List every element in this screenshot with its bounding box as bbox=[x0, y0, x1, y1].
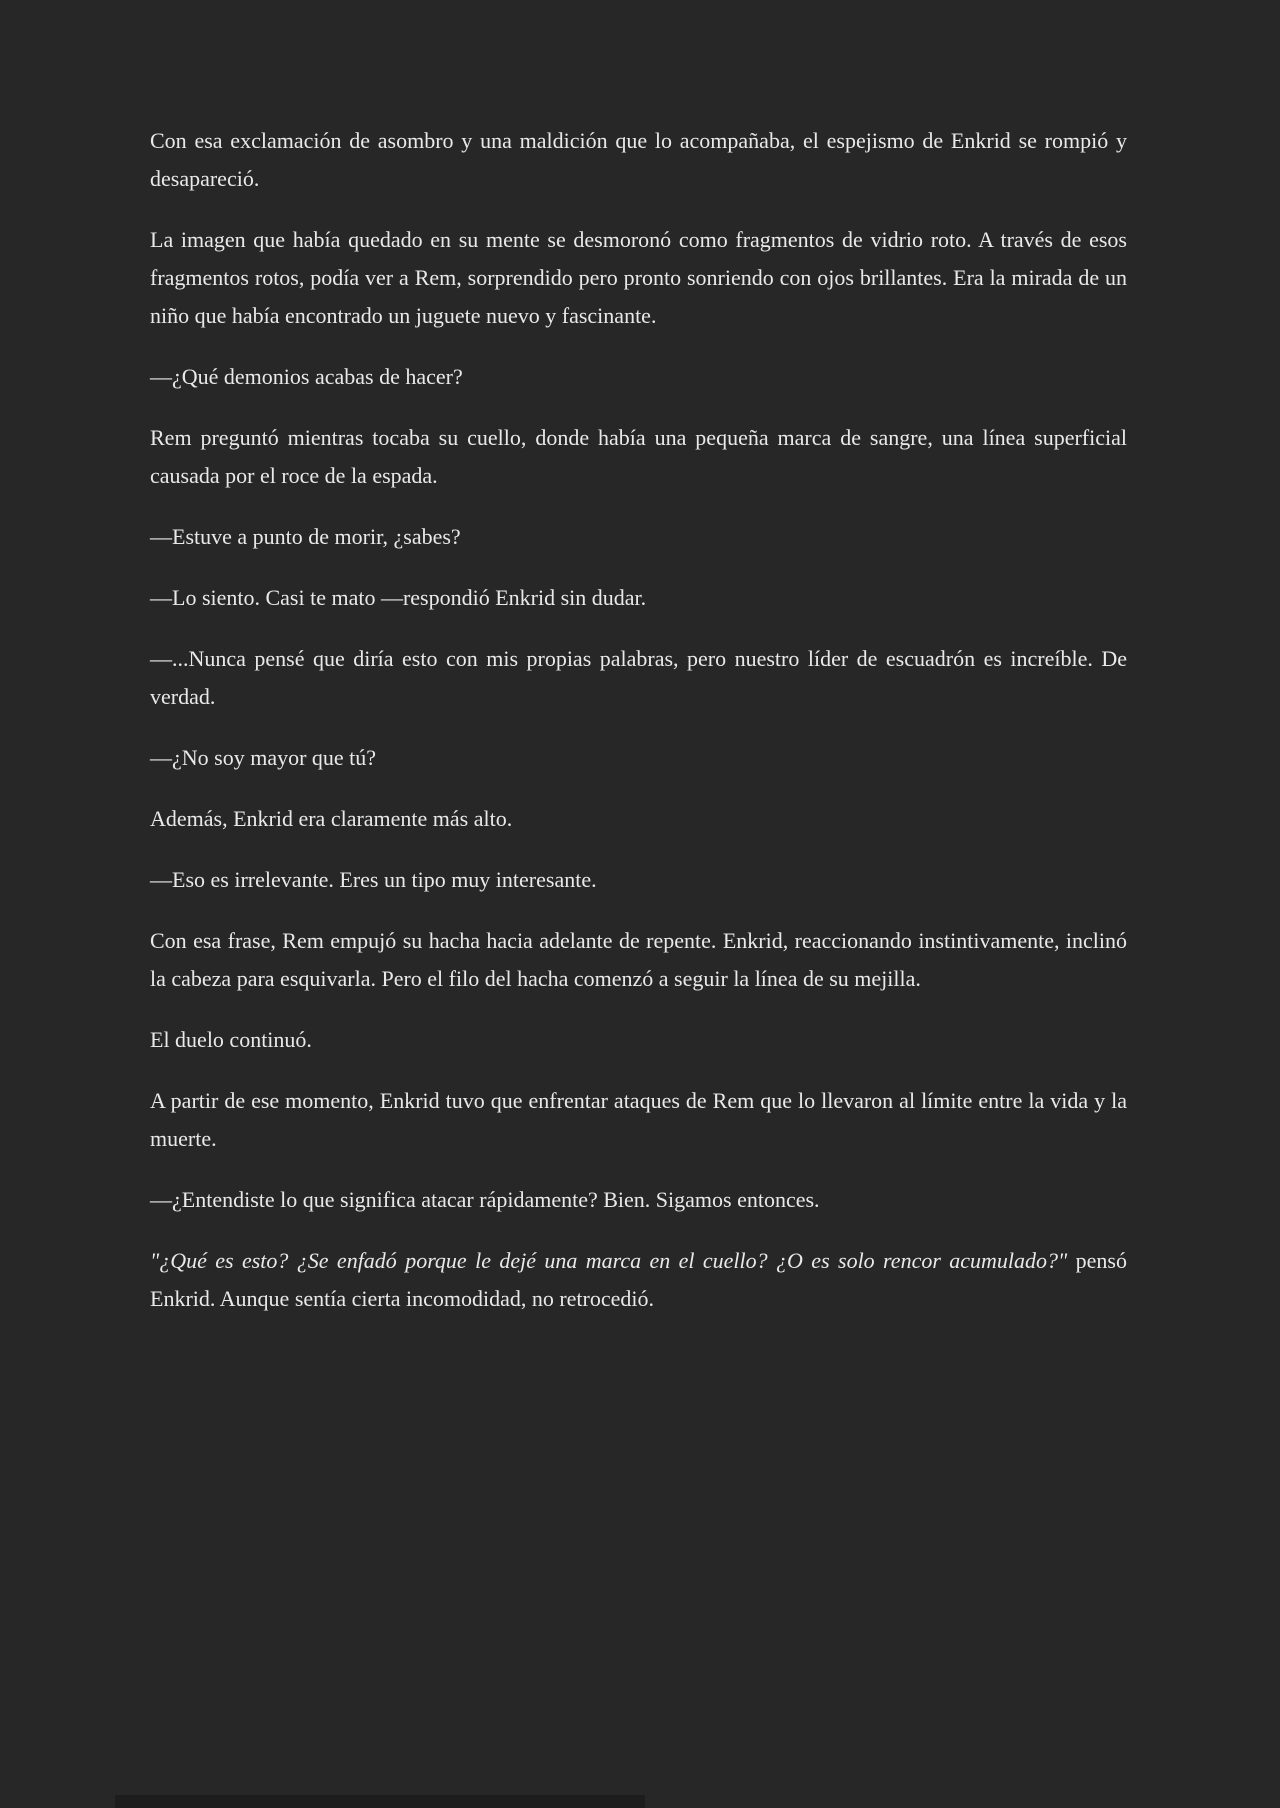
paragraph bbox=[150, 1242, 1127, 1318]
paragraph bbox=[150, 1181, 1127, 1219]
narration-text: La imagen que había quedado en su mente se desmoronó como fragmentos de vidrio roto. A través de esos fragmentos rotos, podía ver a Rem, sorprendido pero pronto sonriendo con ojos brillantes. Era la mirada de un niño que había encontrado un juguete nuevo y fascinante. bbox=[150, 227, 1127, 328]
paragraph bbox=[150, 518, 1127, 556]
narration-text: Con esa exclamación de asombro y una maldición que lo acompañaba, el espejismo de Enkrid se rompió y desapareció. bbox=[150, 128, 1127, 191]
narration-text: —¿No soy mayor que tú? bbox=[150, 745, 377, 770]
paragraph bbox=[150, 800, 1127, 838]
narration-text: —¿Entendiste lo que significa atacar rápidamente? Bien. Sigamos entonces. bbox=[150, 1187, 820, 1212]
narration-text: —Estuve a punto de morir, ¿sabes? bbox=[150, 524, 461, 549]
narration-text: —...Nunca pensé que diría esto con mis propias palabras, pero nuestro líder de escuadrón es increíble. De verdad. bbox=[150, 646, 1127, 709]
paragraph bbox=[150, 861, 1127, 899]
narration-text: Con esa frase, Rem empujó su hacha hacia adelante de repente. Enkrid, reaccionando instintivamente, inclinó la cabeza para esquivarla. Pero el filo del hacha comenzó a seguir la línea de su mejilla. bbox=[150, 928, 1127, 991]
paragraph bbox=[150, 122, 1127, 198]
paragraph bbox=[150, 739, 1127, 777]
narration-text: pensó Enkrid. Aunque sentía cierta incomodidad, no retrocedió. bbox=[150, 1248, 1127, 1311]
paragraph bbox=[150, 358, 1127, 396]
narration-text: Rem preguntó mientras tocaba su cuello, donde había una pequeña marca de sangre, una línea superficial causada por el roce de la espada. bbox=[150, 425, 1127, 488]
narration-text: El duelo continuó. bbox=[150, 1027, 312, 1052]
narration-text: —¿Qué demonios acabas de hacer? bbox=[150, 364, 463, 389]
paragraph bbox=[150, 1021, 1127, 1059]
narration-text: Además, Enkrid era claramente más alto. bbox=[150, 806, 513, 831]
paragraph bbox=[150, 640, 1127, 716]
paragraph bbox=[150, 922, 1127, 998]
paragraph bbox=[150, 1082, 1127, 1158]
narration-text: A partir de ese momento, Enkrid tuvo que enfrentar ataques de Rem que lo llevaron al límite entre la vida y la muerte. bbox=[150, 1088, 1127, 1151]
paragraph bbox=[150, 221, 1127, 335]
paragraph bbox=[150, 579, 1127, 617]
inner-thought-text: "¿Qué es esto? ¿Se enfadó porque le dejé una marca en el cuello? ¿O es solo rencor acumulado?" bbox=[150, 1248, 1068, 1273]
paragraph bbox=[150, 419, 1127, 495]
reading-progress-bar[interactable] bbox=[115, 1795, 645, 1808]
narration-text: —Lo siento. Casi te mato —respondió Enkrid sin dudar. bbox=[150, 585, 647, 610]
narration-text: —Eso es irrelevante. Eres un tipo muy interesante. bbox=[150, 867, 597, 892]
